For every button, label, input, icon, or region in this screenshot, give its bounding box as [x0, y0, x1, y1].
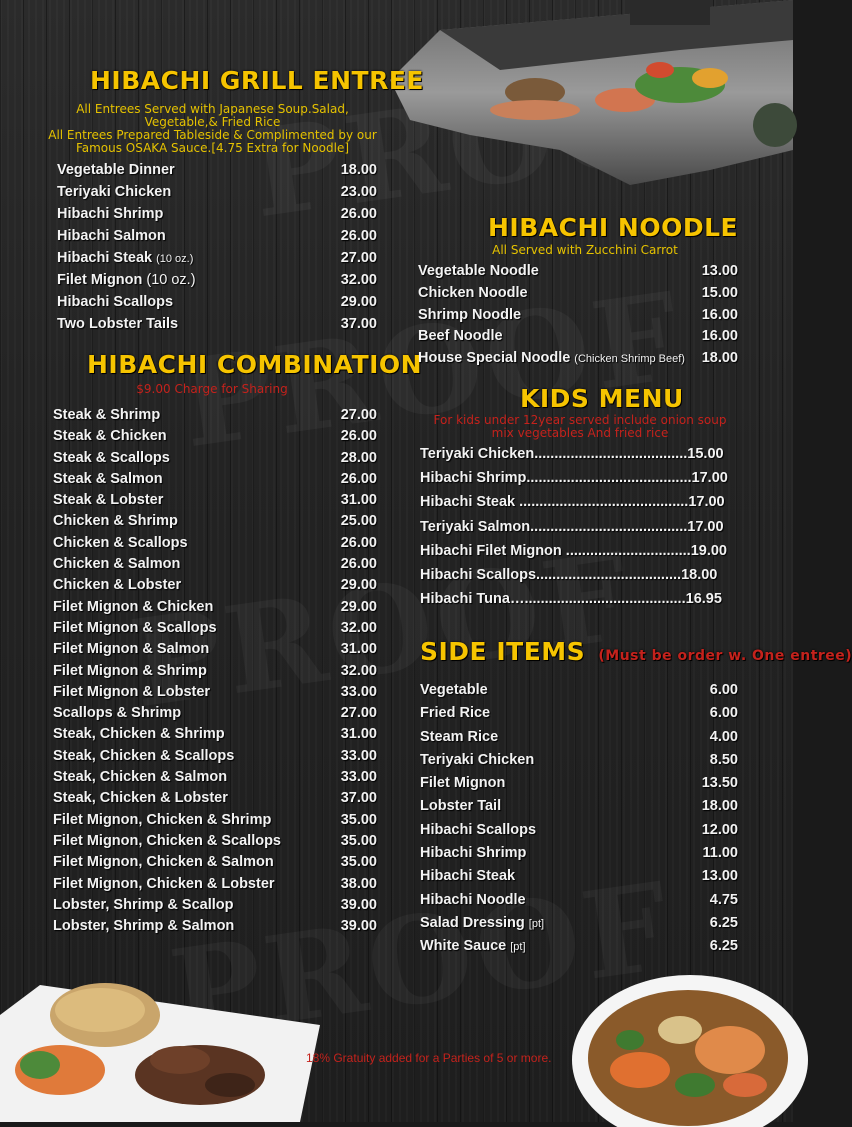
- item-price: 18.00: [701, 350, 738, 367]
- menu-row: [53, 490, 377, 511]
- item-price: 33.00: [340, 683, 377, 700]
- item-price: 6.00: [709, 705, 738, 722]
- item-label: [420, 442, 687, 466]
- item-name: Vegetable Dinner: [57, 162, 175, 178]
- item-price: 31.00: [340, 641, 377, 658]
- menu-row: [53, 554, 377, 575]
- item-label: [420, 935, 526, 959]
- menu-row: [53, 469, 377, 490]
- item-price: 4.00: [709, 728, 738, 745]
- item-name: White Sauce: [420, 938, 507, 955]
- item-price: 31.00: [340, 492, 377, 509]
- menu-row: [420, 912, 738, 935]
- item-name: Steak, Chicken & Salmon: [53, 769, 228, 786]
- kids-list: [420, 442, 740, 611]
- item-note: [pt]: [528, 917, 545, 930]
- item-label: [420, 726, 498, 749]
- item-price: 16.95: [685, 591, 722, 608]
- item-label: [418, 305, 521, 327]
- item-price: 32.00: [340, 662, 377, 679]
- item-price: 16.00: [701, 306, 738, 323]
- item-price: 16.00: [701, 328, 738, 345]
- noodle-title: HIBACHI NOODLE: [488, 213, 739, 242]
- item-label: [57, 203, 163, 225]
- item-name: Hibachi Scallops: [420, 821, 537, 838]
- entree-subtitle: All Entrees Served with Japanese Soup.Salad, Vegetable,& Fried Rice All Entrees Prepared Tableside & Complimented by our Famous OSAKA Sauce.[4.75 Extra for Noodle]: [48, 102, 377, 155]
- item-price: 18.00: [340, 162, 377, 178]
- menu-row: [420, 563, 740, 587]
- menu-row: [418, 305, 738, 327]
- item-price: 17.00: [687, 518, 724, 535]
- item-dots: .......................................: [530, 518, 688, 535]
- menu-row: [57, 225, 377, 247]
- menu-row: [420, 702, 738, 725]
- item-name: Teriyaki Chicken: [420, 751, 535, 768]
- sides-title-note: (Must be order w. One entree): [598, 648, 852, 664]
- item-label: [420, 466, 692, 490]
- item-name: Filet Mignon: [420, 775, 506, 792]
- menu-row: [53, 916, 377, 937]
- item-label: [57, 225, 166, 247]
- item-price: 6.25: [709, 914, 738, 931]
- item-price: 33.00: [340, 747, 377, 764]
- item-name: Filet Mignon, Chicken & Lobster: [53, 875, 275, 892]
- item-note: (10 oz.): [156, 253, 194, 265]
- menu-row: [53, 746, 377, 767]
- item-price: 11.00: [702, 845, 738, 862]
- item-label: [53, 895, 233, 916]
- menu-row: [53, 661, 377, 682]
- noodle-subtitle: All Served with Zucchini Carrot: [492, 243, 678, 257]
- item-label: [57, 181, 171, 203]
- item-price: 13.00: [701, 263, 738, 279]
- item-name: Steak & Lobster: [53, 492, 164, 509]
- item-label: [53, 661, 207, 682]
- menu-row: [53, 831, 377, 852]
- menu-row: [53, 511, 377, 532]
- item-name: Fried Rice: [420, 705, 491, 722]
- item-label: [57, 313, 178, 335]
- menu-row: [418, 326, 738, 348]
- item-price: 15.00: [701, 284, 738, 301]
- item-name: Filet Mignon, Chicken & Scallops: [53, 832, 281, 849]
- menu-row: [53, 533, 377, 554]
- item-name: Chicken & Salmon: [53, 556, 181, 573]
- item-label: [420, 772, 505, 795]
- item-label: [53, 788, 228, 809]
- sides-title: [420, 637, 852, 666]
- item-label: [53, 724, 225, 745]
- item-label: [57, 159, 175, 181]
- item-name: Hibachi Steak: [57, 250, 153, 266]
- item-name: Filet Mignon & Chicken: [53, 598, 214, 615]
- item-name: Filet Mignon, Chicken & Salmon: [53, 854, 274, 871]
- item-name: Hibachi Salmon: [57, 228, 166, 244]
- item-label: [53, 426, 167, 447]
- item-name: Teriyaki Chicken: [420, 446, 535, 462]
- menu-row: [53, 618, 377, 639]
- menu-row: [418, 283, 738, 305]
- item-price: 27.00: [340, 250, 377, 266]
- item-name: Beef Noodle: [418, 328, 503, 345]
- kids-subtitle: For kids under 12year served include onion soup mix vegetables And fried rice: [433, 413, 727, 440]
- item-label: [420, 865, 515, 888]
- item-price: 35.00: [340, 811, 377, 828]
- menu-row: [53, 597, 377, 618]
- item-label: [53, 746, 234, 767]
- item-name: Steak & Chicken: [53, 428, 167, 445]
- item-name: Steak, Chicken & Lobster: [53, 790, 228, 807]
- item-label: [418, 348, 685, 371]
- menu-row: [53, 895, 377, 916]
- item-name: Salad Dressing: [420, 914, 525, 931]
- menu-row: [418, 348, 738, 370]
- item-price: 18.00: [701, 798, 738, 815]
- item-label: [53, 597, 213, 618]
- item-name: Two Lobster Tails: [57, 316, 179, 332]
- plate-photo-left: [0, 975, 320, 1122]
- item-name: Vegetable: [420, 682, 488, 698]
- item-label: [420, 563, 681, 587]
- item-price: 15.00: [687, 446, 724, 462]
- item-price: 38.00: [340, 875, 377, 892]
- item-name: Filet Mignon, Chicken & Shrimp: [53, 811, 272, 828]
- item-name: Teriyaki Salmon: [420, 518, 531, 535]
- menu-row: [420, 466, 740, 490]
- item-label: [53, 575, 181, 596]
- item-price: 27.00: [340, 407, 377, 423]
- menu-row: [57, 247, 377, 269]
- item-name: Steak, Chicken & Scallops: [53, 747, 235, 764]
- item-label: [420, 795, 501, 818]
- item-price: 27.00: [340, 705, 377, 722]
- item-price: 8.50: [709, 751, 738, 768]
- menu-row: [418, 261, 738, 283]
- menu-row: [57, 269, 377, 291]
- item-price: 6.00: [709, 682, 738, 698]
- combination-list: [53, 405, 377, 937]
- item-price: 29.00: [340, 577, 377, 594]
- item-price: 25.00: [340, 513, 377, 530]
- item-label: [53, 639, 209, 660]
- menu-row: [53, 767, 377, 788]
- menu-row: [420, 795, 738, 818]
- menu-row: [53, 405, 377, 426]
- item-price: 17.00: [688, 494, 725, 511]
- menu-row: [420, 490, 740, 514]
- item-name: Steak & Salmon: [53, 470, 163, 487]
- item-name: Lobster Tail: [420, 798, 502, 815]
- menu-row: [53, 703, 377, 724]
- item-name: Hibachi Noodle: [420, 891, 526, 908]
- item-label: [53, 682, 210, 703]
- item-name: Chicken & Shrimp: [53, 513, 178, 530]
- item-label: [418, 326, 503, 348]
- menu-row: [420, 679, 738, 702]
- item-price: 26.00: [340, 556, 377, 573]
- item-label: [420, 842, 526, 865]
- item-note: (Chicken Shrimp Beef): [574, 353, 685, 366]
- noodle-list: [418, 261, 738, 370]
- item-price: 13.00: [701, 868, 738, 885]
- item-name: Hibachi Steak: [420, 868, 516, 885]
- item-name: Lobster, Shrimp & Scallop: [53, 896, 234, 913]
- item-name: Filet Mignon: [57, 272, 143, 288]
- menu-row: [420, 726, 738, 749]
- menu-row: [420, 889, 738, 912]
- item-label: [53, 490, 163, 511]
- item-dots: ..........................................: [515, 494, 689, 511]
- item-name: House Special Noodle: [418, 350, 571, 367]
- item-dots: ....................................: [536, 566, 682, 583]
- item-name: Hibachi Shrimp: [420, 845, 527, 862]
- menu-row: [420, 772, 738, 795]
- item-name: Chicken & Scallops: [53, 534, 188, 551]
- item-label: [53, 469, 163, 490]
- item-name: Steak & Shrimp: [53, 407, 161, 423]
- item-dots: ...............................: [561, 542, 691, 559]
- menu-row: [53, 788, 377, 809]
- item-price: 37.00: [340, 316, 377, 332]
- kids-title: KIDS MENU: [520, 384, 684, 413]
- menu-row: [420, 587, 740, 611]
- item-label: [53, 448, 170, 469]
- menu-row: [53, 724, 377, 745]
- item-label: [420, 490, 688, 514]
- entree-list: [57, 159, 377, 335]
- item-label: [420, 679, 488, 702]
- item-dots: ......................................: [534, 446, 688, 462]
- menu-row: [53, 426, 377, 447]
- menu-row: [57, 203, 377, 225]
- item-price: 29.00: [340, 294, 377, 310]
- item-name: Hibachi Scallops: [420, 566, 537, 583]
- item-label: [53, 703, 181, 724]
- item-price: 29.00: [340, 598, 377, 615]
- item-label: [53, 405, 160, 426]
- item-price: 13.50: [701, 775, 738, 792]
- item-name: Lobster, Shrimp & Salmon: [53, 918, 235, 935]
- item-label: [420, 587, 686, 611]
- item-price: 6.25: [709, 938, 738, 955]
- menu-row: [53, 448, 377, 469]
- menu-row: [57, 159, 377, 181]
- item-note: [pt]: [510, 941, 526, 954]
- item-label: [53, 511, 178, 532]
- item-label: [57, 247, 193, 270]
- menu-row: [420, 539, 740, 563]
- item-name: Hibachi Filet Mignon: [420, 542, 562, 559]
- menu-row: [53, 874, 377, 895]
- item-label: [53, 533, 188, 554]
- item-label: [53, 810, 271, 831]
- item-label: [53, 916, 234, 937]
- item-price: 32.00: [340, 619, 377, 636]
- sides-list: [420, 679, 738, 959]
- item-price: 26.00: [340, 206, 377, 222]
- item-label: [53, 767, 227, 788]
- item-label: [57, 291, 173, 313]
- item-price: 26.00: [340, 470, 377, 487]
- item-price: 32.00: [340, 272, 377, 288]
- item-name: Teriyaki Chicken: [57, 184, 172, 200]
- menu-row: [420, 515, 740, 539]
- item-price: 31.00: [340, 726, 377, 743]
- item-label: [57, 269, 196, 291]
- menu-row: [57, 181, 377, 203]
- item-price: 18.00: [681, 566, 718, 583]
- item-name: Hibachi Tuna: [420, 591, 510, 608]
- item-price: 17.00: [691, 470, 728, 487]
- item-name: Shrimp Noodle: [418, 306, 522, 323]
- item-label: [420, 515, 687, 539]
- item-label: [53, 831, 281, 852]
- entree-title: HIBACHI GRILL ENTREE: [90, 66, 424, 95]
- item-name: Hibachi Shrimp: [57, 206, 164, 222]
- combination-subtitle: $9.00 Charge for Sharing: [136, 382, 288, 396]
- menu-row: [53, 575, 377, 596]
- item-name: Hibachi Shrimp: [420, 470, 527, 487]
- item-label: [53, 618, 217, 639]
- menu-row: [53, 639, 377, 660]
- item-name: Filet Mignon & Salmon: [53, 641, 210, 658]
- menu-row: [57, 291, 377, 313]
- item-label: [420, 539, 691, 563]
- item-label: [418, 261, 539, 283]
- menu-row: [57, 313, 377, 335]
- item-name: Chicken Noodle: [418, 284, 528, 301]
- bowl-photo-right: [570, 970, 793, 1122]
- item-name: Hibachi Steak: [420, 494, 516, 511]
- item-price: 26.00: [340, 428, 377, 445]
- sides-title-text: SIDE ITEMS: [420, 637, 586, 666]
- item-price: 26.00: [340, 534, 377, 551]
- item-price: 23.00: [340, 184, 377, 200]
- item-price: 26.00: [340, 228, 377, 244]
- item-name: Filet Mignon & Lobster: [53, 683, 211, 700]
- item-label: [420, 912, 544, 936]
- item-price: 33.00: [340, 769, 377, 786]
- item-label: [53, 554, 180, 575]
- item-name: Filet Mignon & Scallops: [53, 619, 217, 636]
- item-name: Steak & Scallops: [53, 449, 170, 466]
- item-price: 4.75: [709, 891, 738, 908]
- menu-row: [420, 842, 738, 865]
- item-name: Scallops & Shrimp: [53, 705, 182, 722]
- item-price: 39.00: [340, 896, 377, 913]
- combination-title: HIBACHI COMBINATION: [87, 350, 423, 379]
- item-name: Hibachi Scallops: [57, 294, 174, 310]
- grill-photo: [380, 0, 793, 185]
- item-name: Steam Rice: [420, 728, 499, 745]
- menu-row: [420, 865, 738, 888]
- item-price: 19.00: [690, 542, 727, 559]
- item-name: Chicken & Lobster: [53, 577, 182, 594]
- gratuity-note: 18% Gratuity added for a Parties of 5 or more.: [306, 1051, 552, 1065]
- item-price: 35.00: [340, 832, 377, 849]
- item-label: [418, 283, 528, 305]
- item-label: [420, 819, 536, 842]
- item-price: 35.00: [340, 854, 377, 871]
- item-label: [420, 749, 534, 772]
- item-price: 12.00: [701, 821, 738, 838]
- item-dots: .........................................: [526, 470, 692, 487]
- item-label: [420, 889, 526, 912]
- menu-row: [420, 819, 738, 842]
- item-label: [420, 702, 490, 725]
- item-name: Steak, Chicken & Shrimp: [53, 726, 225, 743]
- menu-row: [53, 682, 377, 703]
- item-name: Filet Mignon & Shrimp: [53, 662, 207, 679]
- item-price: 37.00: [340, 790, 377, 807]
- item-note: (10 oz.): [146, 272, 196, 288]
- item-price: 39.00: [340, 918, 377, 935]
- item-price: 28.00: [340, 449, 377, 466]
- menu-row: [53, 810, 377, 831]
- menu-row: [420, 749, 738, 772]
- item-dots: …........................................: [509, 591, 686, 608]
- item-label: [53, 874, 275, 895]
- menu-row: [53, 852, 377, 873]
- item-label: [53, 852, 274, 873]
- item-name: Vegetable Noodle: [418, 263, 539, 279]
- menu-row: [420, 935, 738, 958]
- menu-row: [420, 442, 740, 466]
